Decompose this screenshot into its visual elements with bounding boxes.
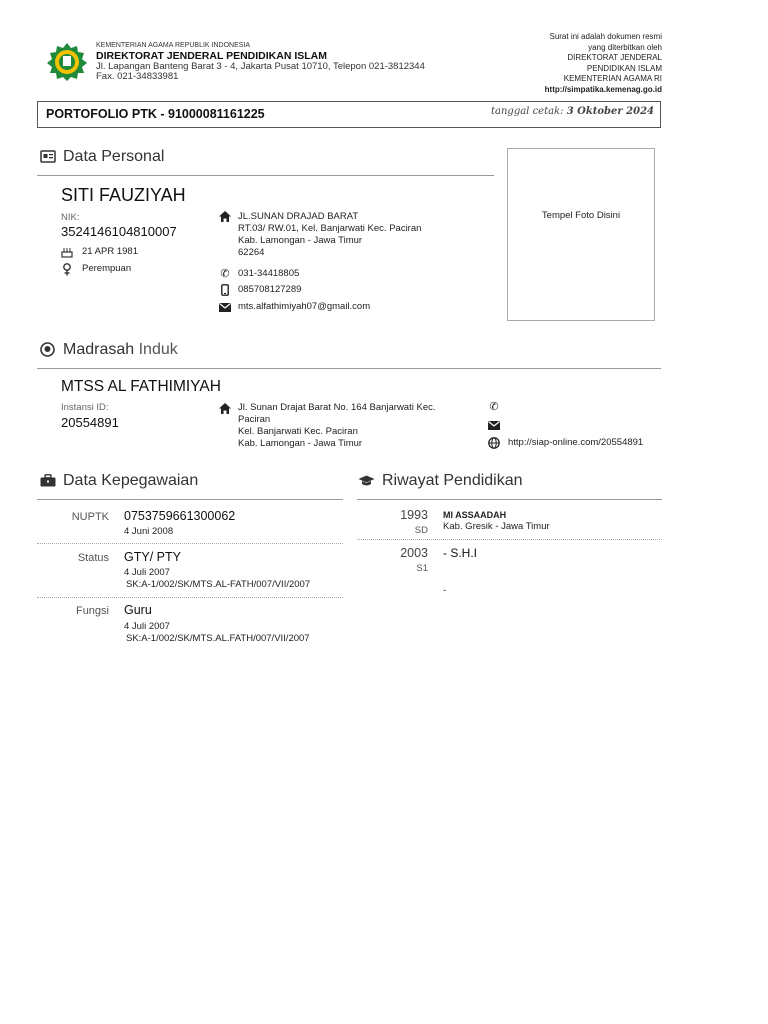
divider bbox=[357, 499, 662, 500]
gender: Perempuan bbox=[82, 263, 132, 274]
birthday-cake-icon bbox=[61, 246, 73, 258]
kepegawaian-label: Status bbox=[77, 552, 109, 564]
phone-icon: ✆ bbox=[220, 268, 230, 280]
madrasah-name: MTSS AL FATHIMIYAH bbox=[61, 378, 221, 395]
divider bbox=[357, 539, 662, 540]
kepegawaian-label: Fungsi bbox=[75, 605, 109, 617]
education-year: 2003 bbox=[400, 546, 428, 560]
instansi-label: Instansi ID: bbox=[61, 402, 109, 413]
divider bbox=[37, 597, 343, 598]
education-location: - bbox=[443, 585, 447, 596]
phone-icon: ✆ bbox=[489, 401, 499, 413]
divider bbox=[37, 175, 494, 176]
divider bbox=[37, 499, 343, 500]
section-title-personal: Data Personal bbox=[63, 148, 165, 165]
photo-placeholder-text: Tempel Foto Disini bbox=[541, 210, 621, 221]
id-card-icon bbox=[40, 150, 56, 163]
home-icon bbox=[219, 211, 231, 222]
section-title-kepegawaian: Data Kepegawaian bbox=[63, 472, 199, 489]
education-school: - S.H.I bbox=[443, 546, 478, 560]
kepegawaian-sk: SK:A-1/002/SK/MTS.AL.FATH/007/VII/2007 bbox=[126, 633, 310, 644]
header-address: Jl. Lapangan Banteng Barat 3 - 4, Jakarta Pusat 10710, Telepon 021-3812344 bbox=[96, 61, 425, 72]
mobile-number: 085708127289 bbox=[238, 284, 302, 295]
portfolio-title: PORTOFOLIO PTK - 91000081161225 bbox=[46, 107, 265, 121]
graduation-cap-icon bbox=[358, 475, 375, 487]
kepegawaian-value: 0753759661300062 bbox=[124, 509, 236, 523]
kepegawaian-value: Guru bbox=[124, 603, 152, 617]
section-title-madrasah: Madrasah Induk bbox=[63, 341, 178, 358]
kepegawaian-value: GTY/ PTY bbox=[124, 550, 181, 564]
kepegawaian-date: 4 Juli 2007 bbox=[124, 567, 170, 578]
kemenag-logo bbox=[46, 42, 88, 82]
globe-icon bbox=[488, 437, 500, 449]
kepegawaian-date: 4 Juli 2007 bbox=[124, 621, 170, 632]
personal-address: JL.SUNAN DRAJAD BARAT RT.03/ RW.01, Kel. Banjarwati Kec. Paciran Kab. Lamongan - Jawa Timur 62264 bbox=[238, 211, 422, 258]
directorate-name: DIREKTORAT JENDERAL PENDIDIKAN ISLAM bbox=[96, 50, 328, 62]
nik-label: NIK: bbox=[61, 212, 80, 223]
school-badge-icon bbox=[40, 342, 55, 357]
person-name: SITI FAUZIYAH bbox=[61, 185, 186, 205]
phone-number: 031-34418805 bbox=[238, 268, 300, 279]
mobile-phone-icon bbox=[221, 284, 229, 296]
divider bbox=[37, 543, 343, 544]
home-icon bbox=[219, 403, 231, 414]
madrasah-website[interactable]: http://siap-online.com/20554891 bbox=[508, 437, 644, 448]
nik-value: 3524146104810007 bbox=[61, 224, 177, 239]
kepegawaian-date: 4 Juni 2008 bbox=[124, 526, 174, 537]
section-title-pendidikan: Riwayat Pendidikan bbox=[382, 472, 523, 489]
divider bbox=[37, 368, 661, 369]
photo-placeholder bbox=[507, 148, 655, 321]
education-year: 1993 bbox=[400, 508, 428, 522]
birth-date: 21 APR 1981 bbox=[82, 246, 138, 257]
simpatika-link[interactable]: http://simpatika.kemenag.go.id bbox=[544, 84, 662, 94]
official-note: Surat ini adalah dokumen resmi yang diterbitkan oleh DIREKTORAT JENDERAL PENDIDIKAN ISLAM KEMENTERIAN AGAMA RI http://simpatika.kemenag.go.id bbox=[544, 32, 662, 94]
education-school: MI ASSAADAH bbox=[443, 510, 507, 520]
instansi-id: 20554891 bbox=[61, 415, 119, 430]
email-icon bbox=[488, 421, 500, 430]
email-icon bbox=[219, 303, 231, 312]
print-date: tanggal cetak: 3 Oktober 2024 bbox=[491, 106, 654, 117]
education-level: S1 bbox=[416, 563, 428, 574]
briefcase-icon bbox=[40, 474, 56, 487]
kepegawaian-label: NUPTK bbox=[71, 511, 109, 523]
ministry-name: KEMENTERIAN AGAMA REPUBLIK INDONESIA bbox=[96, 42, 251, 49]
female-icon bbox=[62, 263, 72, 276]
madrasah-address: Jl. Sunan Drajat Barat No. 164 Banjarwati Kec. Paciran Kel. Banjarwati Kec. Paciran Kab. Lamongan - Jawa Timur bbox=[238, 402, 436, 449]
education-location: Kab. Gresik - Jawa Timur bbox=[443, 521, 550, 532]
email-address[interactable]: mts.alfathimiyah07@gmail.com bbox=[238, 301, 371, 312]
education-level: SD bbox=[414, 525, 428, 536]
kepegawaian-sk: SK:A-1/002/SK/MTS.AL-FATH/007/VII/2007 bbox=[126, 579, 311, 590]
header-fax: Fax. 021-34833981 bbox=[96, 71, 179, 82]
